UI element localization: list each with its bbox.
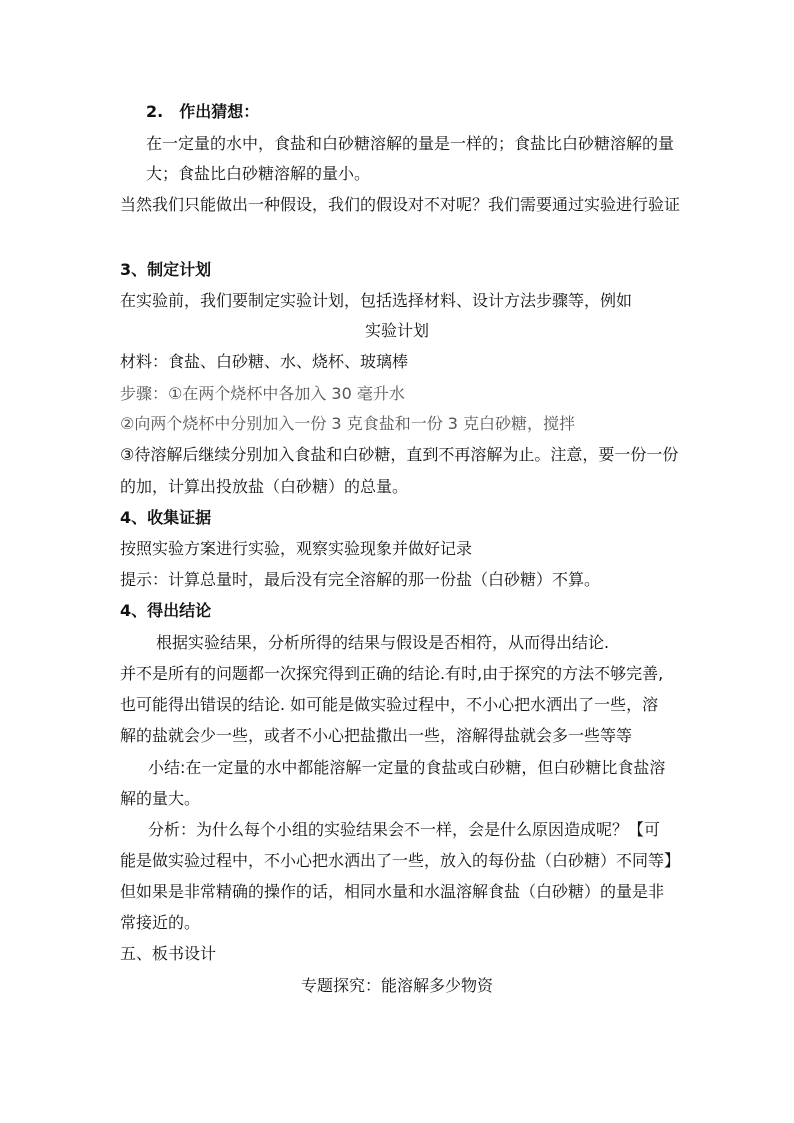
step-3-line-2: 的加，计算出投放盐（白砂糖）的总量。 xyxy=(120,477,409,496)
board-title: 专题探究：能溶解多少物资 xyxy=(300,976,493,995)
analysis-line-2: 能是做实验过程中，不小心把水洒出了一些，放入的每份盐（白砂糖）不同等】 xyxy=(120,851,681,870)
heading-collect: 4、收集证据 xyxy=(120,508,212,527)
hypothesis-note: 当然我们只能做出一种假设，我们的假设对不对呢？我们需要通过实验进行验证 xyxy=(120,195,681,214)
analysis-line-1: 分析：为什么每个小组的实验结果会不一样，会是什么原因造成呢？【可 xyxy=(148,820,661,839)
materials-line: 材料：食盐、白砂糖、水、烧杯、玻璃棒 xyxy=(120,352,409,371)
guess-line-2: 大；食盐比白砂糖溶解的量小。 xyxy=(146,164,371,183)
plan-intro: 在实验前，我们要制定实验计划，包括选择材料、设计方法步骤等，例如 xyxy=(120,291,633,310)
conclusion-line-2: 并不是所有的问题都一次探究得到正确的结论.有时,由于探究的方法不够完善, xyxy=(120,664,664,683)
step-2: ②向两个烧杯中分别加入一份 3 克食盐和一份 3 克白砂糖，搅拌 xyxy=(120,414,576,433)
step-1: 步骤：①在两个烧杯中各加入 30 毫升水 xyxy=(120,384,405,403)
tip-line: 提示：计算总量时，最后没有完全溶解的那一份盐（白砂糖）不算。 xyxy=(120,570,601,589)
summary-line-2: 解的量大。 xyxy=(120,789,201,808)
collect-line: 按照实验方案进行实验，观察实验现象并做好记录 xyxy=(120,539,473,558)
conclusion-line-3: 也可能得出错误的结论. 如可能是做实验过程中，不小心把水洒出了一些，溶 xyxy=(120,695,659,714)
heading-conclusion: 4、得出结论 xyxy=(120,601,212,620)
step-3-line-1: ③待溶解后继续分别加入食盐和白砂糖，直到不再溶解为止。注意，要一份一份 xyxy=(120,445,679,464)
analysis-line-4: 常接近的。 xyxy=(120,913,201,932)
summary-line-1: 小结:在一定量的水中都能溶解一定量的食盐或白砂糖，但白砂糖比食盐溶 xyxy=(148,758,666,777)
analysis-line-3: 但如果是非常精确的操作的话，相同水量和水温溶解食盐（白砂糖）的量是非 xyxy=(120,882,665,901)
heading-plan: 3、制定计划 xyxy=(120,260,212,279)
plan-title: 实验计划 xyxy=(364,321,429,340)
heading-guess: 2. 作出猜想： xyxy=(146,102,260,121)
guess-line-1: 在一定量的水中，食盐和白砂糖溶解的量是一样的；食盐比白砂糖溶解的量 xyxy=(146,134,675,153)
heading-board: 五、板书设计 xyxy=(120,944,217,963)
conclusion-line-1: 根据实验结果，分析所得的结果与假设是否相符，从而得出结论. xyxy=(156,633,610,652)
conclusion-line-4: 解的盐就会少一些，或者不小心把盐撒出一些，溶解得盐就会多一些等等 xyxy=(120,726,633,745)
